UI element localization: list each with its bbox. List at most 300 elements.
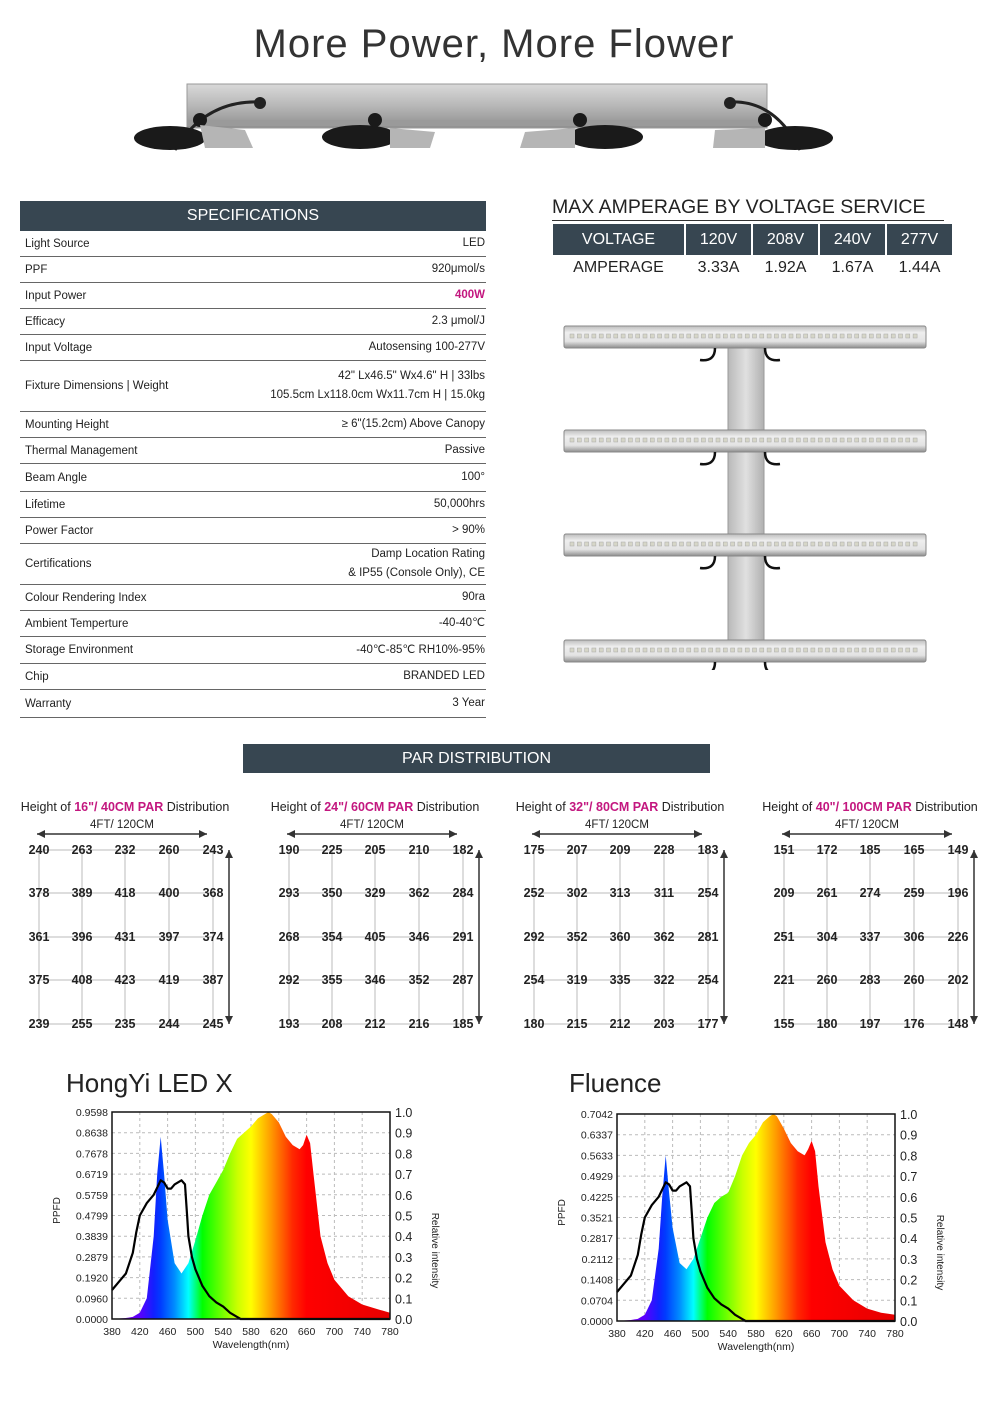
par-value: 396	[71, 930, 93, 944]
par-value: 202	[947, 973, 969, 987]
led-chip	[672, 334, 676, 338]
spec-value-line: > 90%	[452, 524, 485, 536]
par-value: 293	[278, 886, 300, 900]
par-title-suffix: Distribution	[658, 800, 725, 814]
spec-value-line: & IP55 (Console Only), CE	[348, 567, 485, 579]
led-chip	[811, 648, 815, 652]
par-title-prefix: Height of	[515, 800, 570, 814]
led-chip	[753, 438, 757, 442]
x-tick-label: 740	[858, 1328, 876, 1340]
par-value: 193	[278, 1017, 300, 1031]
led-chip	[577, 648, 581, 652]
led-chip	[899, 542, 903, 546]
led-chip	[877, 648, 881, 652]
led-chip	[826, 648, 830, 652]
y2-tick-label: 0.1	[900, 1294, 918, 1309]
led-chip	[811, 542, 815, 546]
led-chip	[753, 648, 757, 652]
led-chip	[906, 648, 910, 652]
y2-tick-label: 0.4	[900, 1232, 918, 1247]
x-tick-label: 460	[663, 1328, 682, 1340]
par-value: 252	[523, 886, 545, 900]
led-chip	[650, 334, 654, 338]
led-chip	[628, 542, 632, 546]
amperage-value-cell: 1.44A	[898, 259, 941, 276]
y2-tick-label: 0.7	[395, 1168, 413, 1183]
par-value: 260	[903, 973, 925, 987]
spec-value-line: 920μmol/s	[431, 263, 485, 275]
y-tick-label: 0.4929	[580, 1171, 613, 1184]
led-chip	[672, 648, 676, 652]
led-chip	[840, 334, 844, 338]
y2-tick-label: 0.1	[395, 1292, 413, 1307]
x-tick-label: 620	[775, 1328, 793, 1340]
led-chip	[826, 334, 830, 338]
x-tick-label: 500	[186, 1326, 205, 1338]
spec-value-line: ≥ 6"(15.2cm) Above Canopy	[341, 418, 485, 430]
led-chip	[621, 334, 625, 338]
led-chip	[906, 438, 910, 442]
power-cable	[700, 452, 715, 464]
led-chip	[680, 648, 684, 652]
y2-tick-label: 1.0	[395, 1106, 413, 1120]
spec-row	[20, 611, 486, 637]
par-value: 260	[816, 973, 838, 987]
led-chip	[738, 542, 742, 546]
led-chip	[847, 438, 851, 442]
led-chip	[774, 438, 778, 442]
par-value: 387	[202, 973, 224, 987]
par-value: 212	[364, 1017, 386, 1031]
par-value: 177	[697, 1017, 719, 1031]
led-chip	[862, 334, 866, 338]
par-title-prefix: Height of	[762, 800, 816, 814]
par-width-label: 4FT/ 120CM	[585, 819, 649, 831]
spec-row	[20, 492, 486, 518]
led-chip	[840, 648, 844, 652]
led-chip	[774, 542, 778, 546]
led-chip	[577, 542, 581, 546]
x-tick-label: 660	[802, 1328, 821, 1340]
led-chip	[723, 648, 727, 652]
led-chip	[891, 334, 895, 338]
led-chip	[621, 542, 625, 546]
led-chip	[913, 648, 917, 652]
power-cable	[765, 662, 780, 670]
led-chip	[877, 438, 881, 442]
amperage-value-cell: 1.67A	[831, 259, 874, 276]
x-tick-label: 540	[214, 1326, 232, 1338]
par-value: 182	[452, 843, 474, 857]
led-chip	[818, 648, 822, 652]
led-chip	[680, 438, 684, 442]
spectrum-chart-hongyi	[40, 1100, 460, 1360]
par-width-label: 4FT/ 120CM	[90, 819, 154, 831]
led-chip	[789, 334, 793, 338]
led-chip	[570, 334, 574, 338]
par-value: 151	[773, 843, 795, 857]
led-chip	[709, 334, 713, 338]
led-chip	[701, 438, 705, 442]
par-width-label: 4FT/ 120CM	[340, 819, 404, 831]
led-chip	[636, 334, 640, 338]
spec-value	[439, 614, 486, 633]
led-chip	[884, 438, 888, 442]
led-chip	[650, 542, 654, 546]
led-chip	[833, 438, 837, 442]
par-value: 185	[452, 1017, 474, 1031]
led-chip	[855, 334, 859, 338]
par-value: 148	[947, 1017, 969, 1031]
par-value: 397	[158, 930, 180, 944]
par-value: 431	[114, 930, 136, 944]
par-title-prefix: Height of	[20, 800, 75, 814]
par-value: 319	[566, 973, 588, 987]
led-chip	[701, 542, 705, 546]
x-tick-label: 500	[691, 1328, 710, 1340]
y-axis-label: PPFD	[557, 1199, 568, 1226]
led-chip	[687, 648, 691, 652]
led-chip	[884, 542, 888, 546]
amperage-value-cell: AMPERAGE	[573, 259, 664, 276]
par-value: 210	[408, 843, 430, 857]
led-chip	[643, 648, 647, 652]
led-chip	[855, 648, 859, 652]
led-chip	[687, 334, 691, 338]
spec-value-line: 3 Year	[452, 697, 485, 709]
power-cable	[765, 348, 780, 360]
par-value: 350	[321, 886, 343, 900]
y2-tick-label: 0.4	[395, 1230, 413, 1245]
par-value: 243	[202, 843, 224, 857]
y2-tick-label: 0.9	[395, 1126, 413, 1141]
chart-title-fluence: Fluence	[569, 1068, 662, 1098]
led-chip	[891, 438, 895, 442]
spec-value	[445, 441, 486, 460]
par-value: 306	[903, 930, 925, 944]
specifications-header: SPECIFICATIONS	[20, 201, 486, 231]
led-chip	[658, 438, 662, 442]
led-chip	[665, 542, 669, 546]
spectrum-chart-fluence	[545, 1102, 965, 1362]
spec-row	[20, 257, 486, 283]
spec-row	[20, 309, 486, 335]
spec-value	[455, 286, 486, 305]
y2-tick-label: 0.3	[900, 1252, 918, 1267]
led-chip	[782, 648, 786, 652]
spec-row	[20, 412, 486, 438]
led-chip	[643, 334, 647, 338]
led-chip	[862, 438, 866, 442]
spec-row	[20, 438, 486, 464]
par-value: 254	[697, 886, 719, 900]
par-title-height: 16"/ 40CM PAR	[74, 800, 164, 814]
led-chip	[782, 438, 786, 442]
y-tick-label: 0.0000	[75, 1314, 108, 1326]
par-value: 216	[408, 1017, 430, 1031]
power-cable	[700, 556, 715, 568]
y-tick-label: 0.2879	[75, 1251, 108, 1264]
y-tick-label: 0.3521	[580, 1212, 613, 1225]
spec-row	[20, 361, 486, 412]
led-chip	[884, 334, 888, 338]
led-chip	[599, 438, 603, 442]
par-value: 400	[158, 886, 180, 900]
led-chip	[899, 438, 903, 442]
led-chip	[621, 438, 625, 442]
par-title-suffix: Distribution	[911, 800, 978, 814]
led-chip	[891, 542, 895, 546]
chart-title-hongyi: HongYi LED X	[66, 1068, 233, 1098]
par-value: 335	[609, 973, 631, 987]
page-title: More Power, More Flower	[253, 22, 735, 66]
power-cable	[700, 662, 715, 670]
y-tick-label: 0.0704	[580, 1295, 613, 1308]
led-chip	[599, 334, 603, 338]
spec-value-line: -40-40℃	[438, 617, 485, 629]
led-chip	[607, 648, 611, 652]
led-chip	[570, 648, 574, 652]
par-value: 360	[609, 930, 631, 944]
spec-row	[20, 518, 486, 544]
led-chip	[680, 334, 684, 338]
spec-row	[20, 637, 486, 664]
spec-value-line: 100°	[461, 471, 485, 483]
led-chip	[847, 334, 851, 338]
par-title-suffix: Distribution	[163, 800, 230, 814]
par-value: 408	[71, 973, 93, 987]
led-chip	[716, 438, 720, 442]
spec-value	[403, 667, 486, 686]
led-chip	[811, 334, 815, 338]
x-tick-label: 620	[270, 1326, 288, 1338]
led-chip	[709, 648, 713, 652]
par-value: 232	[114, 843, 136, 857]
led-chip	[804, 648, 808, 652]
spec-row	[20, 585, 486, 611]
led-chip	[723, 334, 727, 338]
led-chip	[592, 648, 596, 652]
led-chip	[694, 438, 698, 442]
y-tick-label: 0.9598	[75, 1107, 108, 1119]
par-distribution-block	[255, 800, 495, 1035]
led-chip	[701, 648, 705, 652]
par-value: 274	[859, 886, 881, 900]
led-chip	[818, 438, 822, 442]
led-chip	[658, 542, 662, 546]
par-value: 313	[609, 886, 631, 900]
led-chip	[577, 334, 581, 338]
y2-tick-label: 0.5	[900, 1211, 918, 1226]
par-value: 226	[947, 930, 969, 944]
led-chip	[621, 648, 625, 652]
y2-tick-label: 0.0	[395, 1313, 413, 1327]
y2-tick-label: 0.9	[900, 1128, 918, 1143]
par-value: 209	[773, 886, 795, 900]
led-chip	[855, 542, 859, 546]
y2-tick-label: 1.0	[900, 1108, 918, 1122]
amperage-header-cell: 208V	[753, 224, 818, 255]
spec-label: Input Voltage	[25, 341, 93, 354]
par-value: 354	[321, 930, 343, 944]
par-value: 155	[773, 1017, 795, 1031]
spec-value	[342, 415, 486, 434]
par-value: 176	[903, 1017, 925, 1031]
led-chip	[818, 334, 822, 338]
par-value: 180	[816, 1017, 838, 1031]
led-chip	[884, 648, 888, 652]
y2-axis-label: Relative intensity	[934, 1214, 945, 1291]
led-chip	[731, 542, 735, 546]
par-value: 185	[859, 843, 881, 857]
par-value: 389	[71, 886, 93, 900]
amperage-header-cell: 120V	[686, 224, 751, 255]
led-chip	[599, 648, 603, 652]
led-chip	[782, 542, 786, 546]
spec-label: Fixture Dimensions | Weight	[25, 380, 169, 392]
par-value: 368	[202, 886, 224, 900]
led-chip	[767, 334, 771, 338]
y-tick-label: 0.5633	[580, 1150, 613, 1163]
par-distribution-block	[5, 800, 245, 1035]
led-chip	[906, 334, 910, 338]
x-tick-label: 420	[131, 1326, 149, 1338]
led-chip	[614, 542, 618, 546]
x-tick-label: 380	[608, 1328, 626, 1340]
par-value: 284	[452, 886, 474, 900]
y-tick-label: 0.3839	[75, 1231, 108, 1244]
led-chip	[840, 542, 844, 546]
x-tick-label: 380	[103, 1326, 121, 1338]
par-value: 374	[202, 930, 224, 944]
led-chip	[760, 542, 764, 546]
amperage-value-cell: 3.33A	[697, 259, 740, 276]
led-chip	[855, 438, 859, 442]
spec-value	[452, 521, 486, 540]
par-value: 228	[653, 843, 675, 857]
led-chip	[738, 438, 742, 442]
led-chip	[760, 648, 764, 652]
y-tick-label: 0.1408	[580, 1274, 613, 1287]
arrow-head-icon	[199, 830, 207, 838]
led-chip	[716, 334, 720, 338]
amperage-header-cell: 240V	[820, 224, 885, 255]
y-tick-label: 0.5759	[75, 1189, 108, 1202]
par-value: 291	[452, 930, 474, 944]
spec-value-line: LED	[462, 237, 485, 249]
specifications-table	[20, 201, 486, 718]
arrow-head-icon	[944, 830, 952, 838]
spec-label: Mounting Height	[25, 418, 109, 431]
y-tick-label: 0.4799	[75, 1210, 108, 1223]
led-chip	[796, 648, 800, 652]
spec-value-line: 42" Lx46.5" Wx4.6" H | 33lbs	[338, 370, 485, 382]
par-value: 304	[816, 930, 838, 944]
led-chip	[650, 438, 654, 442]
par-grid-lines	[750, 800, 990, 1035]
led-chip	[694, 334, 698, 338]
y-tick-label: 0.0960	[75, 1293, 108, 1306]
y-axis-label: PPFD	[52, 1197, 63, 1224]
led-chip	[628, 648, 632, 652]
spec-label: Chip	[25, 670, 49, 683]
spec-row	[20, 283, 486, 309]
power-cable	[765, 452, 780, 464]
par-value: 423	[114, 973, 136, 987]
led-chip	[607, 542, 611, 546]
par-value: 352	[566, 930, 588, 944]
spec-value	[452, 694, 486, 713]
led-chip	[607, 438, 611, 442]
led-chip	[599, 542, 603, 546]
spec-label: Storage Environment	[25, 644, 134, 656]
led-chip	[877, 334, 881, 338]
led-chip	[760, 438, 764, 442]
led-chip	[643, 438, 647, 442]
x-tick-label: 540	[719, 1328, 737, 1340]
y2-tick-label: 0.6	[900, 1190, 918, 1205]
led-chip	[650, 648, 654, 652]
par-title-prefix: Height of	[270, 800, 325, 814]
led-chip	[789, 542, 793, 546]
amperage-value-cell: 1.92A	[764, 259, 807, 276]
led-chip	[592, 334, 596, 338]
par-value: 209	[609, 843, 631, 857]
amperage-table	[551, 224, 954, 281]
led-chip	[899, 334, 903, 338]
power-cable	[765, 556, 780, 568]
led-chip	[745, 438, 749, 442]
led-chip	[913, 334, 917, 338]
par-value: 254	[697, 973, 719, 987]
par-title-height: 32"/ 80CM PAR	[569, 800, 659, 814]
par-value: 283	[859, 973, 881, 987]
y2-tick-label: 0.6	[395, 1188, 413, 1203]
led-chip	[577, 438, 581, 442]
led-chip	[767, 542, 771, 546]
y-tick-label: 0.0000	[580, 1316, 613, 1328]
led-chip	[738, 334, 742, 338]
fixture-top-view-image	[560, 318, 930, 670]
led-chip	[753, 334, 757, 338]
par-value: 221	[773, 973, 795, 987]
x-tick-label: 700	[830, 1328, 849, 1340]
par-value: 235	[114, 1017, 136, 1031]
led-chip	[869, 334, 873, 338]
spec-value-line: Autosensing 100-277V	[368, 341, 485, 353]
led-chip	[680, 542, 684, 546]
led-chip	[840, 438, 844, 442]
led-chip	[760, 334, 764, 338]
x-tick-label: 420	[636, 1328, 654, 1340]
led-chip	[628, 438, 632, 442]
x-tick-label: 780	[886, 1328, 904, 1340]
led-chip	[658, 334, 662, 338]
x-tick-label: 460	[158, 1326, 177, 1338]
led-chip	[723, 542, 727, 546]
led-chip	[833, 542, 837, 546]
y-tick-label: 0.1920	[75, 1272, 108, 1285]
spec-value	[348, 545, 486, 583]
par-distribution-header: PAR DISTRIBUTION	[243, 744, 710, 773]
par-value: 203	[653, 1017, 675, 1031]
par-grid-lines	[500, 800, 740, 1035]
led-chip	[789, 648, 793, 652]
par-value: 260	[158, 843, 180, 857]
led-chip	[753, 542, 757, 546]
led-chip	[643, 542, 647, 546]
led-chip	[833, 334, 837, 338]
